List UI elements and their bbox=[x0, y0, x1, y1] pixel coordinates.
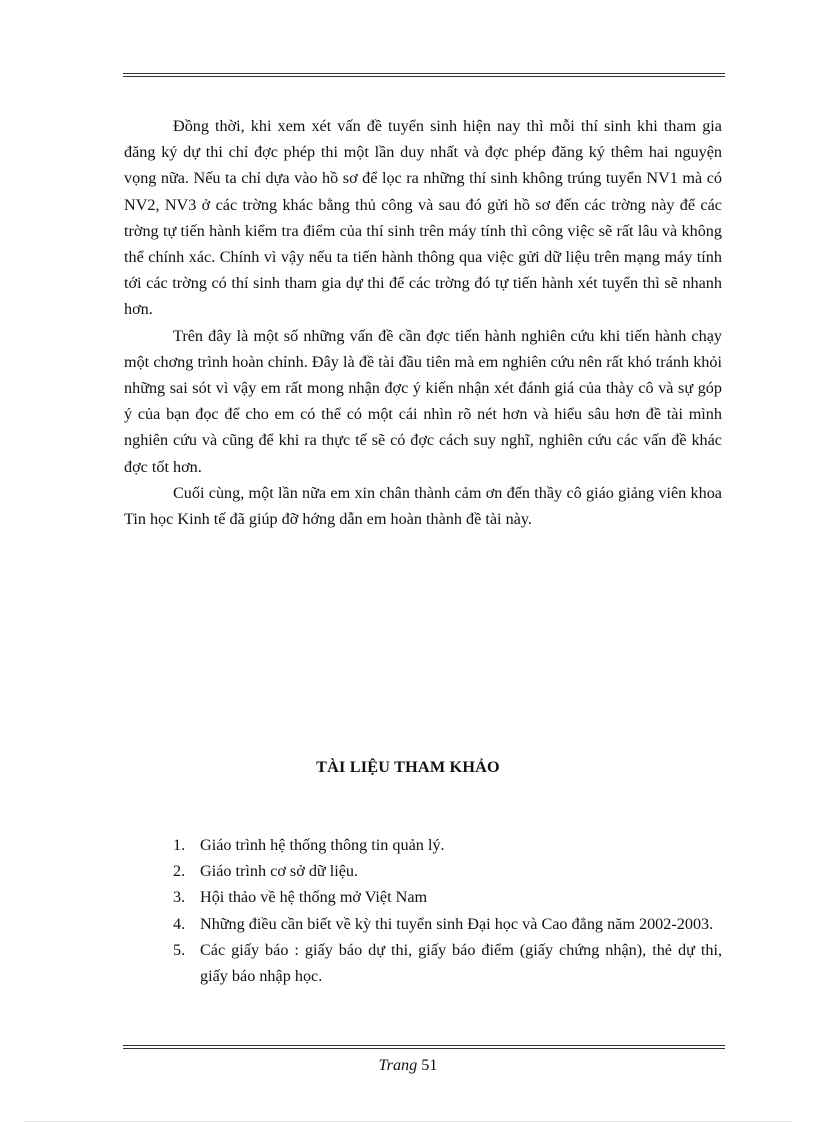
page-number: 51 bbox=[421, 1056, 438, 1074]
body-text bbox=[124, 113, 722, 532]
page-footer bbox=[0, 1056, 816, 1075]
page-edge-divider bbox=[25, 1121, 791, 1122]
list-item bbox=[124, 832, 722, 858]
paragraph: Đồng thời, khi xem xét vấn đề tuyển sinh hiện nay thì mỗi thí sinh khi tham gia đăng ký dự thi chỉ đợc phép thi một lần duy nhất và đợc phép đăng ký thêm hai nguyện vọng nữa. Nếu ta chỉ dựa vào hồ sơ để lọc ra những thí sinh không trúng tuyển NV1 mà có NV2, NV3 ở các trờng khác bằng thủ công và sau đó gửi hồ sơ đến các trờng này để các trờng tự tiến hành kiểm tra điểm của thí sinh trên máy tính thì công việc sẽ rất lâu và không thể chính xác. Chính vì vậy nếu ta tiến hành thông qua việc gửi dữ liệu trên mạng máy tính tới các trờng có thí sinh tham gia dự thi để các trờng đó tự tiến hành xét tuyển thì sẽ nhanh hơn. bbox=[124, 117, 722, 319]
header-double-rule bbox=[123, 73, 725, 77]
list-item bbox=[124, 884, 722, 910]
list-number: 3. bbox=[173, 888, 186, 907]
list-text: Hội thảo về hệ thống mở Việt Nam bbox=[200, 888, 428, 907]
list-item bbox=[124, 937, 722, 989]
list-text: Giáo trình hệ thống thông tin quản lý. bbox=[200, 836, 445, 854]
list-number: 1. bbox=[173, 836, 186, 854]
footer-double-rule bbox=[123, 1045, 725, 1049]
list-number: 2. bbox=[173, 862, 186, 881]
list-number: 4. bbox=[173, 914, 186, 933]
list-text: Giáo trình cơ sở dữ liệu. bbox=[200, 862, 359, 881]
references-title: TÀI LIỆU THAM KHẢO bbox=[316, 758, 500, 776]
list-number: 5. bbox=[173, 940, 186, 959]
references-list bbox=[124, 832, 722, 989]
page-label: Trang bbox=[378, 1056, 418, 1074]
paragraph: Trên đây là một số những vấn đề cần đợc tiến hành nghiên cứu khi tiến hành chạy một chơng trình hoàn chỉnh. Đây là đề tài đầu tiên mà em nghiên cứu nên rất khó tránh khỏi những sai sót vì vậy em rất mong nhận đợc ý kiến nhận xét đánh giá của thày cô và sự góp ý của bạn đọc để cho em có thể có một cái nhìn rõ nét hơn và hiểu sâu hơn đề tài mình nghiên cứu và cũng để khi ra thực tế sẽ có đợc cách suy nghĩ, nghiên cứu các vấn đề khác đợc tốt hơn. bbox=[124, 326, 722, 476]
paragraph: Cuối cùng, một lần nữa em xin chân thành cảm ơn đến thầy cô giáo giảng viên khoa Tin học Kinh tế đã giúp đỡ hớng dẫn em hoàn thành đề tài này. bbox=[124, 483, 722, 529]
list-item bbox=[124, 911, 722, 937]
list-text: Các giấy báo : giấy báo dự thi, giấy báo điểm (giấy chứng nhận), thẻ dự thi, giấy báo nhập học. bbox=[200, 940, 722, 986]
list-text: Những điều cần biết về kỳ thi tuyển sinh Đại học và Cao đẳng năm 2002-2003. bbox=[200, 914, 714, 933]
list-item bbox=[124, 858, 722, 884]
